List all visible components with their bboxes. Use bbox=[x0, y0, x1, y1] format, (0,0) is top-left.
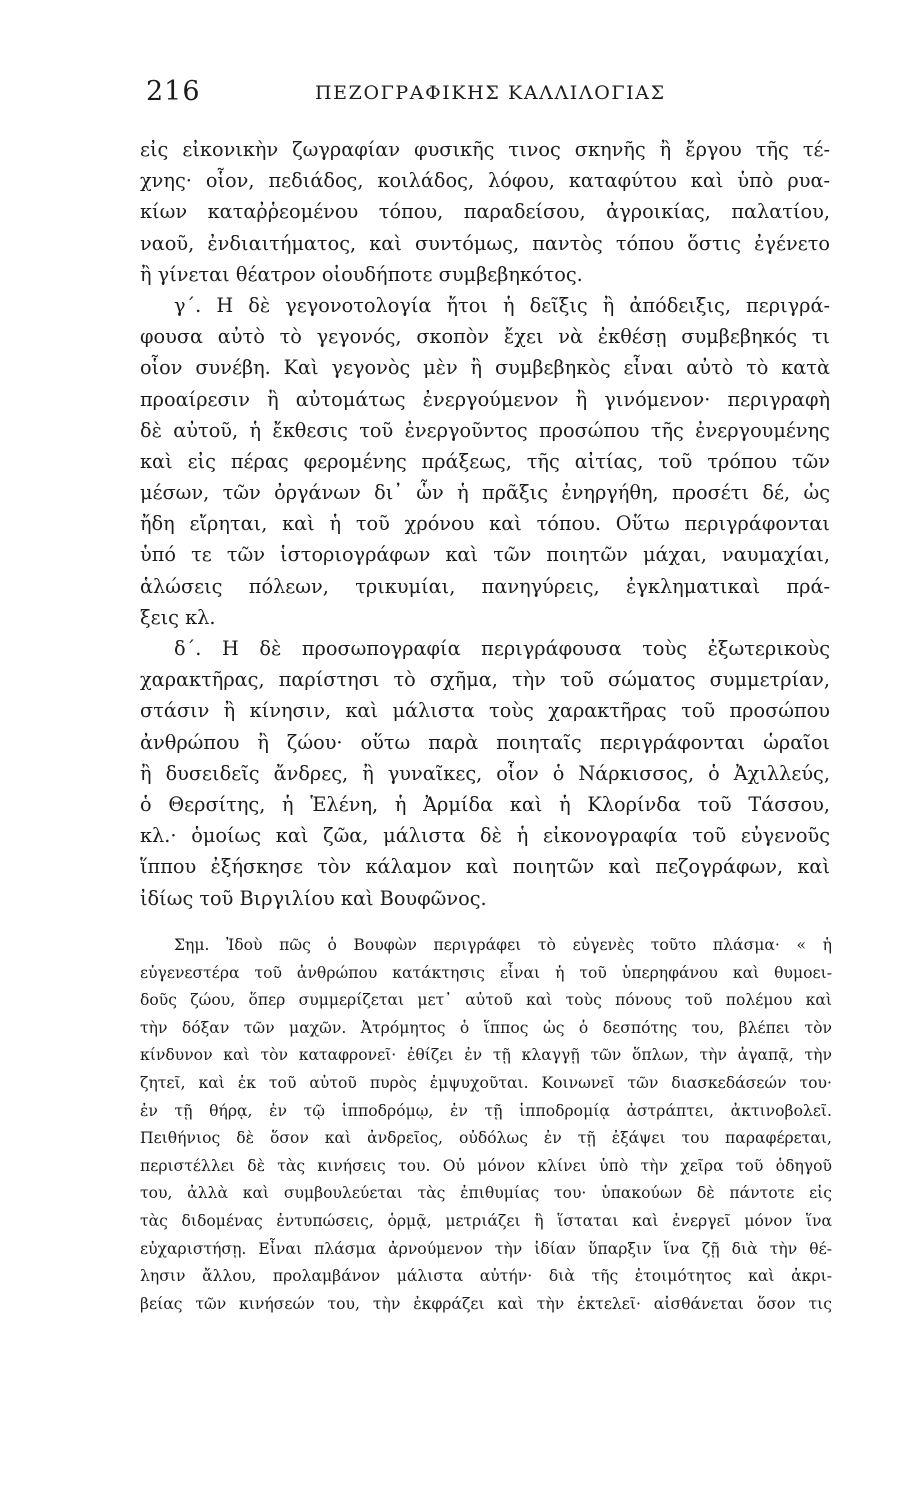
body-line: ἵππου ἐξήσκησε τὸν κάλαμον καὶ ποιητῶν καὶ πεζογράφων, καὶ bbox=[140, 855, 830, 879]
footnote bbox=[140, 932, 832, 1318]
footnote-line: Πειθήνιος δὲ ὅσον καὶ ἀνδρεῖος, οὐδόλως ἐν τῇ ἐξάψει του παραφέρεται, bbox=[140, 1129, 832, 1148]
page-number: 216 bbox=[146, 76, 201, 107]
body-line: χνης· οἷον, πεδιάδος, κοιλάδος, λόφου, καταφύτου καὶ ὑπὸ ρυα- bbox=[140, 169, 830, 193]
body-line: μέσων, τῶν ὀργάνων δι᾽ ὧν ἡ πρᾶξις ἐνηργήθη, προσέτι δέ, ὡς bbox=[140, 481, 830, 505]
body-line: δὲ αὐτοῦ, ἡ ἔκθεσις τοῦ ἐνεργοῦντος προσώπου τῆς ἐνεργουμένης bbox=[140, 418, 830, 442]
page-header bbox=[140, 76, 820, 116]
body-line: στάσιν ἢ κίνησιν, καὶ μάλιστα τοὺς χαρακτῆρας τοῦ προσώπου bbox=[140, 699, 830, 723]
footnote-line: λησιν ἄλλου, προλαμβάνον μάλιστα αὐτήν· διὰ τῆς ἑτοιμότητος καὶ ἀκρι- bbox=[140, 1267, 832, 1286]
body-line: ἀνθρώπου ἢ ζώου· οὕτω παρὰ ποιηταῖς περιγράφονται ὡραῖοι bbox=[140, 730, 830, 754]
footnote-line: Σημ. Ἰδοὺ πῶς ὁ Βουφὼν περιγράφει τὸ εὐγενὲς τοῦτο πλάσμα· « ἡ bbox=[174, 936, 832, 954]
body-line: ἤδη εἴρηται, καὶ ἡ τοῦ χρόνου καὶ τόπου. Οὕτω περιγράφονται bbox=[140, 512, 830, 536]
body-line: κίων καταῤῥεομένου τόπου, παραδείσου, ἀγροικίας, παλατίου, bbox=[140, 200, 830, 224]
footnote-line: ἐν τῇ θήρᾳ, ἐν τῷ ἱπποδρόμῳ, ἐν τῇ ἱπποδρομίᾳ ἀστράπτει, ἀκτινοβολεῖ. bbox=[140, 1101, 832, 1120]
body-line: ὑπό τε τῶν ἱστοριογράφων καὶ τῶν ποιητῶν μάχαι, ναυμαχίαι, bbox=[140, 543, 830, 567]
body-line: οἷον συνέβη. Καὶ γεγονὸς μὲν ἢ συμβεβηκὸς εἶναι αὐτὸ τὸ κατὰ bbox=[140, 356, 830, 380]
footnote-line: κίνδυνον καὶ τὸν καταφρονεῖ· ἐθίζει ἐν τῇ κλαγγῇ τῶν ὅπλων, τὴν ἀγαπᾷ, τὴν bbox=[140, 1046, 832, 1065]
body-line: ναοῦ, ἐνδιαιτήματος, καὶ συντόμως, παντὸς τόπου ὅστις ἐγένετο bbox=[140, 231, 830, 255]
body-line: καὶ εἰς πέρας φερομένης πράξεως, τῆς αἰτίας, τοῦ τρόπου τῶν bbox=[140, 449, 830, 473]
footnote-line: δοῦς ζώου, ὅπερ συμμερίζεται μετ᾽ αὐτοῦ καὶ τοὺς πόνους τοῦ πολέμου καὶ bbox=[140, 991, 832, 1010]
body-line: κλ.· ὁμοίως καὶ ζῶα, μάλιστα δὲ ἡ εἰκονογραφία τοῦ εὐγενοῦς bbox=[140, 824, 830, 848]
running-title: ΠΕΖΟΓΡΑΦΙΚΗΣ ΚΑΛΛΙΛΟΓΙΑΣ bbox=[315, 82, 666, 104]
body-line: ἢ δυσειδεῖς ἄνδρες, ἢ γυναῖκες, οἷον ὁ Νάρκισσος, ὁ Ἀχιλλεύς, bbox=[140, 761, 830, 785]
footnote-line: τὰς διδομένας ἐντυπώσεις, ὁρμᾷ, μετριάζει ἢ ἵσταται καὶ ἐνεργεῖ μόνον ἵνα bbox=[140, 1211, 832, 1230]
footnote-line: τὴν δόξαν τῶν μαχῶν. Ἀτρόμητος ὁ ἵππος ὡς ὁ δεσπότης του, βλέπει τὸν bbox=[140, 1018, 832, 1037]
body-line: ἁλώσεις πόλεων, τρικυμίαι, πανηγύρεις, ἐγκληματικαὶ πρά- bbox=[140, 574, 830, 598]
footnote-line: περιστέλλει δὲ τὰς κινήσεις του. Οὐ μόνον κλίνει ὑπὸ τὴν χεῖρα τοῦ ὁδηγοῦ bbox=[140, 1156, 832, 1175]
body-line: φουσα αὐτὸ τὸ γεγονός, σκοπὸν ἔχει νὰ ἐκθέσῃ συμβεβηκός τι bbox=[140, 325, 830, 349]
body-line: δ΄. Η δὲ προσωπογραφία περιγράφουσα τοὺς ἐξωτερικοὺς bbox=[174, 637, 830, 660]
body-line: ὁ Θερσίτης, ἡ Ἑλένη, ἡ Ἀρμίδα καὶ ἡ Κλορίνδα τοῦ Τάσσου, bbox=[140, 792, 830, 816]
body-line: χαρακτῆρας, παρίστησι τὸ σχῆμα, τὴν τοῦ σώματος συμμετρίαν, bbox=[140, 668, 830, 692]
body-line: ἢ γίνεται θέατρον οἰουδήποτε συμβεβηκότος. bbox=[140, 262, 583, 286]
footnote-line: βείας τῶν κινήσεών του, τὴν ἐκφράζει καὶ τὴν ἐκτελεῖ· αἰσθάνεται ὅσον τις bbox=[140, 1294, 832, 1313]
footnote-line: εὐχαριστήσῃ. Εἶναι πλάσμα ἀρνούμενον τὴν ἰδίαν ὕπαρξιν ἵνα ζῇ διὰ τὴν θέ- bbox=[140, 1239, 832, 1258]
body-line: ξεις κλ. bbox=[140, 605, 216, 629]
body-line: ἰδίως τοῦ Βιργιλίου καὶ Βουφῶνος. bbox=[140, 886, 487, 910]
footnote-line: του, ἀλλὰ καὶ συμβουλεύεται τὰς ἐπιθυμίας του· ὑπακούων δὲ πάντοτε εἰς bbox=[140, 1184, 832, 1203]
main-text bbox=[140, 134, 830, 914]
body-line: εἰς εἰκονικὴν ζωγραφίαν φυσικῆς τινος σκηνῆς ἢ ἔργου τῆς τέ- bbox=[140, 138, 830, 161]
footnote-line: εὐγενεστέρα τοῦ ἀνθρώπου κατάκτησις εἶναι ἡ τοῦ ὑπερηφάνου καὶ θυμοει- bbox=[140, 963, 832, 982]
body-line: γ΄. Η δὲ γεγονοτολογία ἤτοι ἡ δεῖξις ἢ ἀπόδειξις, περιγρά- bbox=[174, 293, 830, 317]
body-line: προαίρεσιν ἢ αὐτομάτως ἐνεργούμενον ἢ γινόμενον· περιγραφὴ bbox=[140, 387, 830, 411]
footnote-line: ζητεῖ, καὶ ἐκ τοῦ αὐτοῦ πυρὸς ἐμψυχοῦται. Κοινωνεῖ τῶν διασκεδάσεών του· bbox=[140, 1073, 832, 1092]
